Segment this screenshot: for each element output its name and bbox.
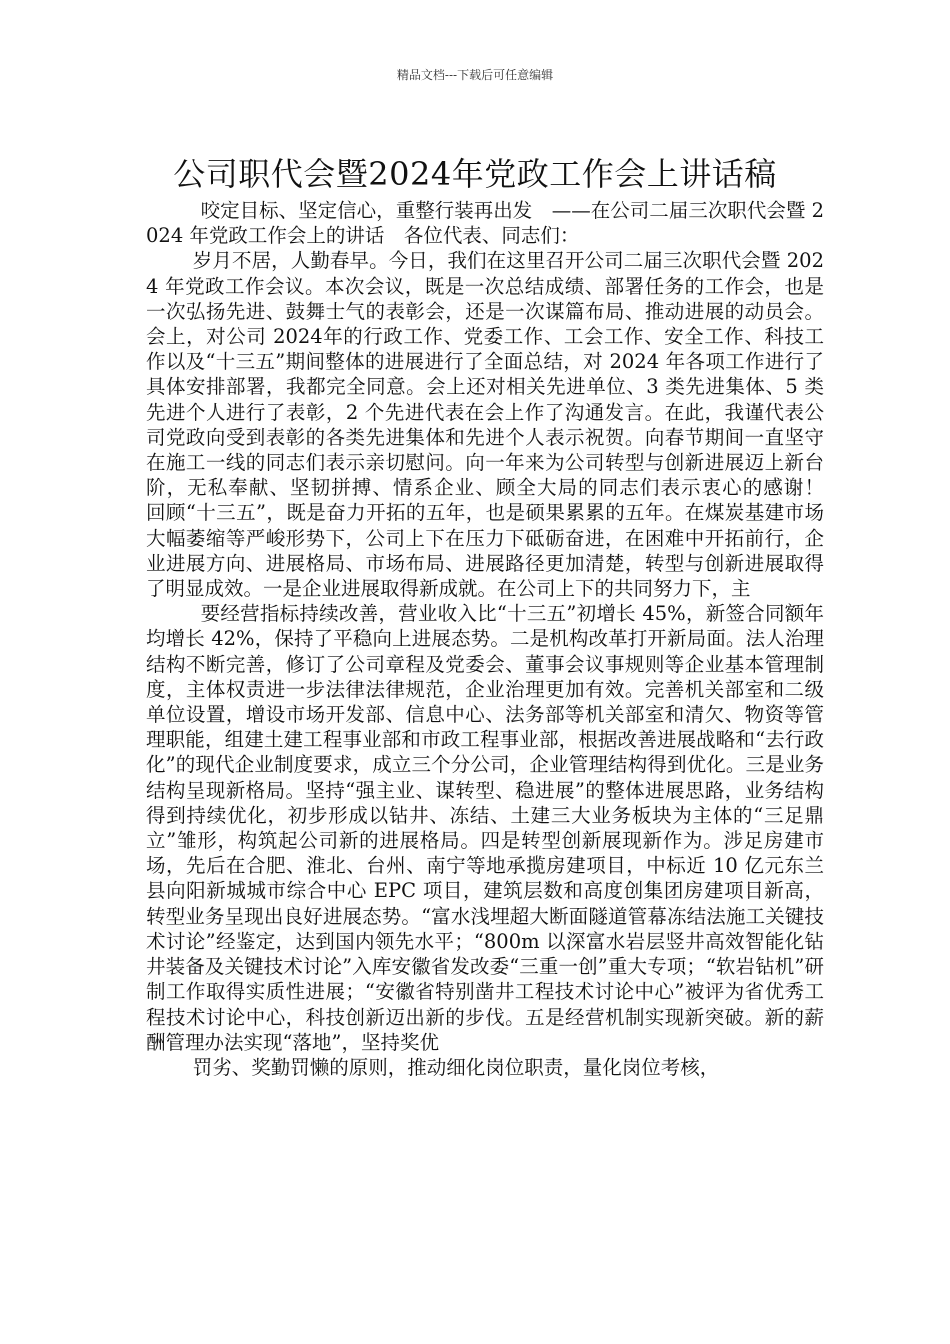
paragraph-4: 罚劣、奖勤罚懒的原则，推动细化岗位职责，量化岗位考核， xyxy=(192,1055,720,1079)
paragraph-1: 咬定目标、坚定信心，重整行装再出发 ——在公司二届三次职代会暨 2024 年党政工作会上的讲话 各位代表、同志们： xyxy=(146,199,824,248)
paragraph-2: 岁月不居，人勤春早。今日，我们在这里召开公司二届三次职代会暨 2024 年党政工作会议。本次会议，既是一次总结成绩、部署任务的工作会，也是一次弘扬先进、鼓舞士气的表彰会，还是一次谋篇布局、推动进展的动员会。会上，对公司 2024年的行政工作、党委工作、工会工作、安全工作、科技工作以及“十三五”期间整体的进展进行了全面总结，对 2024 年各项工作进行了具体安排部署，我都完全同意。会上还对相关先进单位、3 类先进集体、5 类先进个人进行了表彰，2 个先进代表在会上作了沟通发言。在此，我谨代表公司党政向受到表彰的各类先进集体和先进个人表示祝贺。向春节期间一直坚守在施工一线的同志们表示亲切慰问。向一年来为公司转型与创新进展迈上新台阶，无私奉献、坚韧拼搏、情系企业、顾全大局的同志们表示衷心的感谢！ 回顾“十三五”，既是奋力开拓的五年，也是硕果累累的五年。在煤炭基建市场大幅萎缩等严峻形势下，公司上下在压力下砥砺奋进，在困难中开拓前行，企业进展方向、进展格局、市场布局、进展路径更加清楚，转型与创新进展取得了明显成效。一是企业进展取得新成就。在公司上下的共同努力下，主 xyxy=(146,249,844,601)
header-note: 精品文档---下载后可任意编辑 xyxy=(396,68,554,82)
document-body xyxy=(146,198,844,1080)
paragraph-3: 要经营指标持续改善，营业收入比“十三五”初增长 45%，新签合同额年均增长 42%，保持了平稳向上进展态势。二是机构改革打开新局面。法人治理结构不断完善，修订了公司章程及党委会、董事会议事规则等企业基本管理制度，主体权责进一步法律法律规范，企业治理更加有效。完善机关部室和二级单位设置，增设市场开发部、信息中心、法务部等机关部室和清欠、物资等管理职能，组建土建工程事业部和市政工程事业部，根据改善进展战略和“去行政化”的现代企业制度要求，成立三个分公司，企业管理结构得到优化。三是业务结构呈现新格局。坚持“强主业、谋转型、稳进展”的整体进展思路，业务结构得到持续优化，初步形成以钻井、冻结、土建三大业务板块为主体的“三足鼎立”雏形，构筑起公司新的进展格局。四是转型创新展现新作为。涉足房建市场，先后在合肥、淮北、台州、南宁等地承揽房建项目，中标近 10 亿元东兰县向阳新城城市综合中心 EPC 项目，建筑层数和高度创集团房建项目新高，转型业务呈现出良好进展态势。“富水浅埋超大断面隧道管幕冻结法施工关键技术讨论”经鉴定，达到国内领先水平；“800m 以深富水岩层竖井高效智能化钻井装备及关键技术讨论”入库安徽省发改委“三重一创”重大专项；“软岩钻机”研制工作取得实质性进展；“安徽省特别凿井工程技术讨论中心”被评为省优秀工程技术讨论中心，科技创新迈出新的步伐。五是经营机制实现新突破。新的薪酬管理办法实现“落地”，坚持奖优 xyxy=(146,602,824,1054)
document-title: 公司职代会暨2024年党政工作会上讲话稿 xyxy=(173,155,777,194)
